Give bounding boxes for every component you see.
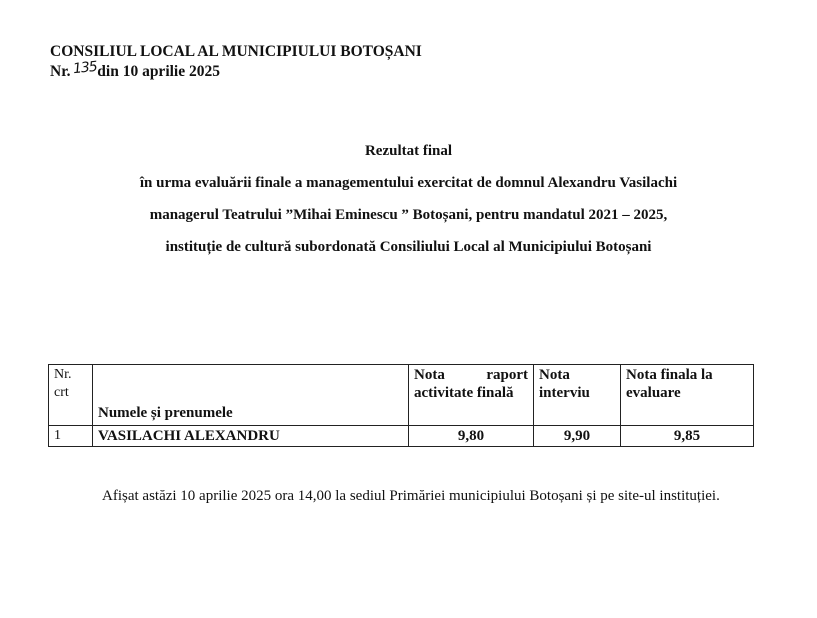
nr-prefix: Nr.	[50, 63, 71, 80]
header-nr-crt: Nr. crt	[49, 365, 93, 426]
results-table	[48, 364, 754, 447]
document-title	[0, 140, 817, 268]
table-row	[49, 426, 754, 447]
row-name: VASILACHI ALEXANDRU	[93, 426, 409, 447]
row-final: 9,85	[621, 426, 754, 447]
title-line-3: managerul Teatrului ”Mihai Eminescu ” Botoșani, pentru mandatul 2021 – 2025,	[149, 207, 668, 223]
header-raport-a: Nota	[414, 367, 445, 383]
title-line-4: instituție de cultură subordonată Consiliului Local al Municipiului Botoșani	[165, 239, 652, 255]
row-interviu: 9,90	[534, 426, 621, 447]
header-final: Nota finala la evaluare	[621, 365, 754, 426]
row-raport: 9,80	[409, 426, 534, 447]
header-raport-cell	[409, 365, 534, 426]
handwritten-number: 135	[71, 58, 98, 78]
document-header	[50, 42, 422, 82]
table-header-row	[49, 365, 754, 426]
header-name: Numele și prenumele	[98, 405, 233, 421]
registration-line	[50, 58, 422, 82]
title-line-1: Rezultat final	[364, 143, 453, 159]
header-interviu: Nota interviu	[534, 365, 621, 426]
institution-name: CONSILIUL LOCAL AL MUNICIPIULUI BOTOȘANI	[50, 43, 422, 60]
date-text: din 10 aprilie 2025	[97, 63, 220, 80]
row-nr: 1	[49, 426, 93, 447]
title-line-2: în urma evaluării finale a managementului exercitat de domnul Alexandru Vasilachi	[139, 175, 678, 191]
header-name-cell	[93, 365, 409, 426]
posting-notice: Afișat astăzi 10 aprilie 2025 ora 14,00 la sediul Primăriei municipiului Botoșani și pe site-ul instituției.	[102, 488, 720, 504]
header-raport-b: raport	[486, 367, 528, 383]
header-raport-c: activitate finală	[414, 385, 514, 401]
